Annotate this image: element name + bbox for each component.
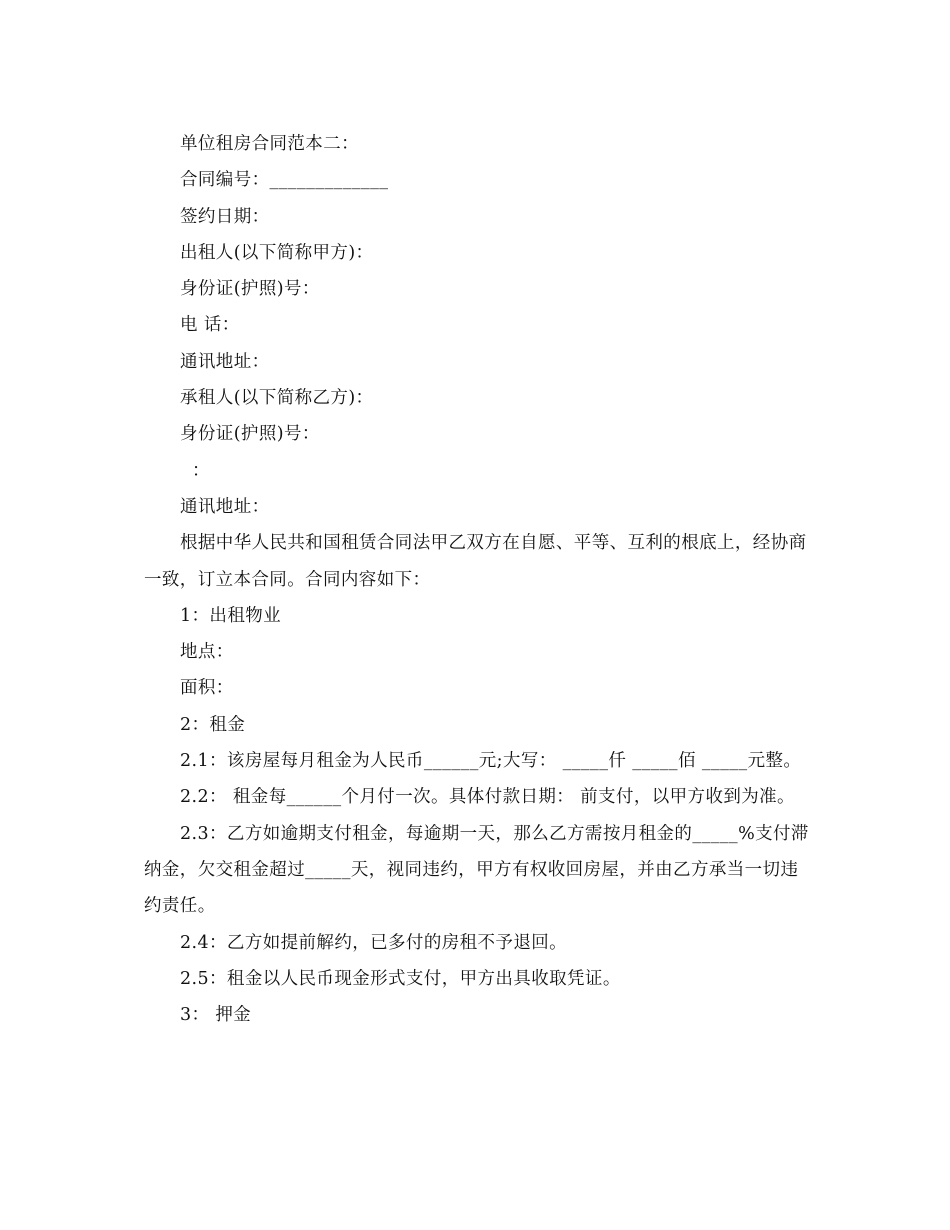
contract-title: 单位租房合同范本二： <box>180 134 359 154</box>
contract-body <box>144 126 810 1033</box>
lessee-blank-line: ： <box>180 460 210 481</box>
clause-2-3: 2.3：乙方如逾期支付租金，每逾期一天，那么乙方需按月租金的_____%支付滞纳金，欠交租金超过_____天，视同违约，甲方有权收回房屋，并由乙方承当一切违约责任。 <box>144 823 809 917</box>
section-2-heading: 2：租金 <box>180 714 246 735</box>
preamble-paragraph: 根据中华人民共和国租赁合同法甲乙双方在自愿、平等、互利的根底上，经协商一致，订立本合同。合同内容如下： <box>144 533 807 590</box>
lessee-id-line: 身份证(护照)号： <box>180 424 320 445</box>
section-1-heading: 1：出租物业 <box>180 605 282 626</box>
contract-number-line: 合同编号：_____________ <box>180 170 389 191</box>
clause-2-1: 2.1：该房屋每月租金为人民币______元;大写： _____仟 _____佰 _____元整。 <box>180 751 802 772</box>
clause-2-5: 2.5：租金以人民币现金形式支付，甲方出具收取凭证。 <box>180 968 621 989</box>
lessee-address-line: 通讯地址： <box>180 496 270 517</box>
area-line: 面积： <box>180 678 234 699</box>
signing-date-line: 签约日期： <box>180 206 270 227</box>
clause-2-4: 2.4：乙方如提前解约，已多付的房租不予退回。 <box>180 932 568 953</box>
lessor-line: 出租人(以下简称甲方)： <box>180 242 374 263</box>
lessor-address-line: 通讯地址： <box>180 351 270 372</box>
section-3-heading: 3： 押金 <box>180 1005 252 1026</box>
location-line: 地点： <box>180 642 234 663</box>
lessor-phone-line: 电 话： <box>180 315 240 336</box>
lessee-line: 承租人(以下简称乙方)： <box>180 388 374 409</box>
lessor-id-line: 身份证(护照)号： <box>180 279 320 300</box>
clause-2-2: 2.2： 租金每______个月付一次。具体付款日期： 前支付，以甲方收到为准。 <box>180 787 795 808</box>
